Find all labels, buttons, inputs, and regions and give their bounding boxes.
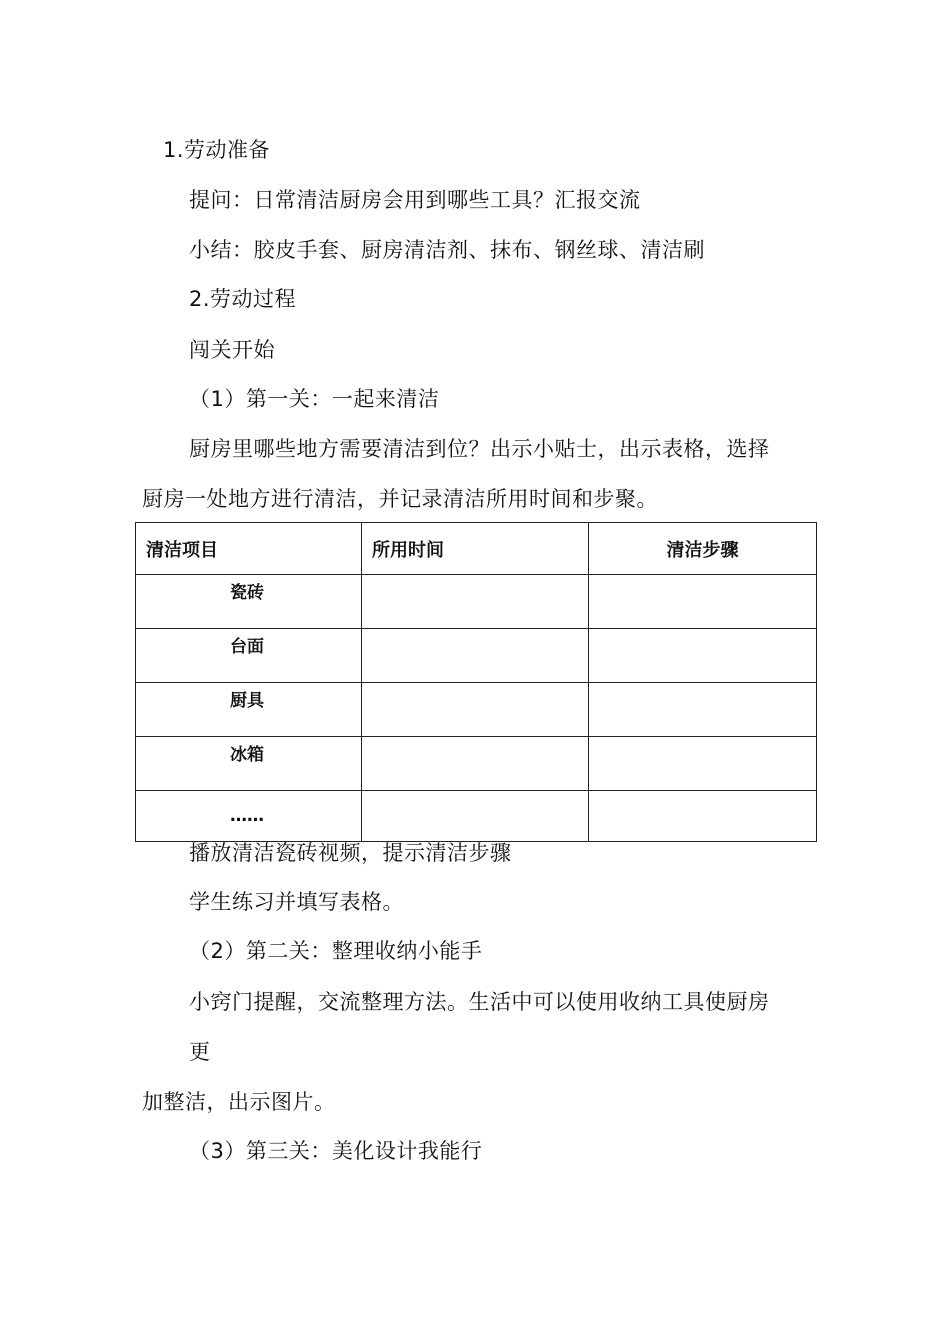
paragraph-question: 提问：日常清洁厨房会用到哪些工具？汇报交流 [189,188,641,212]
cell-item: 瓷砖 [136,575,362,629]
cell-steps[interactable] [589,683,817,737]
cell-steps[interactable] [589,629,817,683]
table-row [136,737,817,791]
cleaning-record-table [135,522,817,842]
cell-item: 冰箱 [136,737,362,791]
paragraph-summary: 小结：胶皮手套、厨房清洁剂、抹布、钢丝球、清洁刷 [189,238,705,262]
paragraph-instructions-line2: 厨房一处地方进行清洁，并记录清洁所用时间和步聚。 [142,487,658,511]
heading-labor-process: 2.劳动过程 [189,287,297,311]
paragraph-level-one: （1）第一关：一起来清洁 [189,387,440,411]
table-row [136,683,817,737]
paragraph-practice: 学生练习并填写表格。 [189,890,404,914]
cell-item: …… [136,791,362,842]
table-row [136,791,817,842]
cell-time[interactable] [362,683,589,737]
heading-labor-preparation: 1.劳动准备 [163,138,271,162]
paragraph-start: 闯关开始 [189,338,275,362]
header-cleaning-item: 清洁项目 [136,523,362,575]
table-row [136,629,817,683]
paragraph-play-video: 播放清洁瓷砖视频，提示清洁步骤 [189,841,512,865]
cell-time[interactable] [362,575,589,629]
cell-steps[interactable] [589,737,817,791]
paragraph-tips-line2: 更 [189,1040,211,1064]
paragraph-level-three: （3）第三关：美化设计我能行 [189,1139,483,1163]
paragraph-instructions-line1: 厨房里哪些地方需要清洁到位？出示小贴士，出示表格，选择 [189,437,770,461]
cell-item: 厨具 [136,683,362,737]
cell-time[interactable] [362,737,589,791]
cell-steps[interactable] [589,575,817,629]
table-row [136,575,817,629]
table-header-row [136,523,817,575]
cell-steps[interactable] [589,791,817,842]
paragraph-level-two: （2）第二关：整理收纳小能手 [189,939,483,963]
cell-time[interactable] [362,629,589,683]
header-time-used: 所用时间 [362,523,589,575]
header-cleaning-steps: 清洁步骤 [589,523,817,575]
cell-item: 台面 [136,629,362,683]
paragraph-tips-line1: 小窍门提醒，交流整理方法。生活中可以使用收纳工具使厨房 [189,990,770,1014]
cell-time[interactable] [362,791,589,842]
paragraph-tips-line3: 加整洁，出示图片。 [142,1090,336,1114]
